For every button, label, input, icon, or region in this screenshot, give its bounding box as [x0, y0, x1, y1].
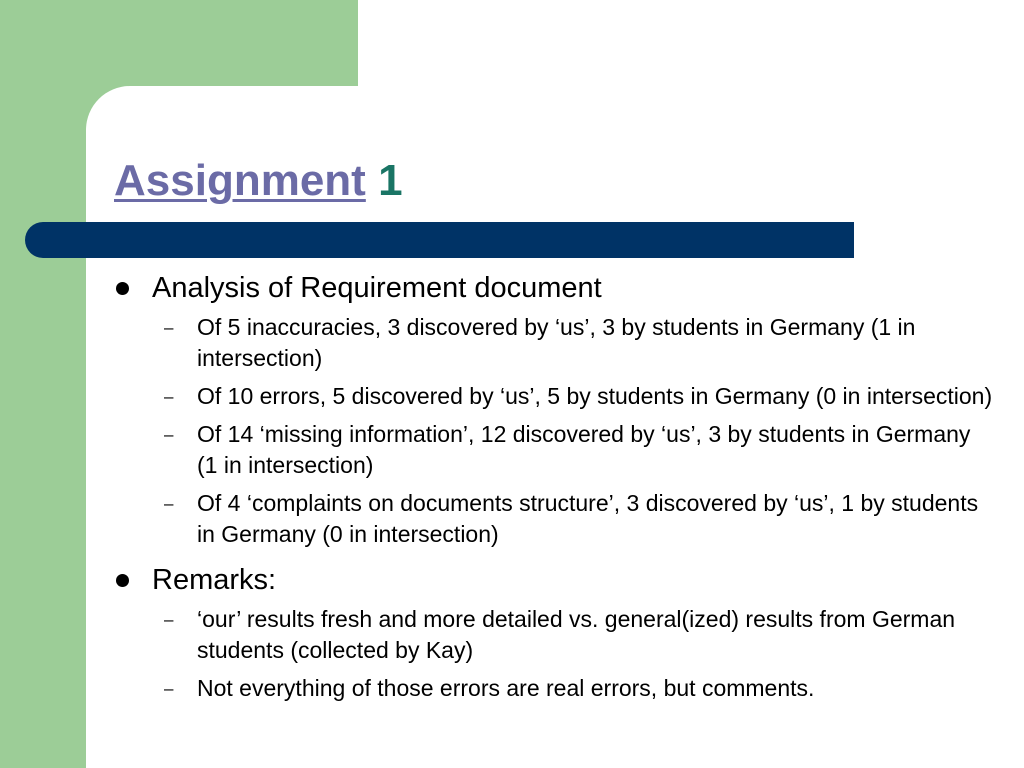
dash-icon: – [164, 610, 174, 629]
bullet-remarks [114, 560, 994, 600]
sub-item [114, 312, 994, 374]
bullet-text: Remarks: [152, 564, 277, 596]
bullet-dot-icon [116, 574, 129, 587]
bullet-dot-icon [116, 282, 129, 295]
sub-item [114, 673, 994, 704]
sub-item-text: Of 14 ‘missing information’, 12 discovered by ‘us’, 3 by students in Germany (1 in intersection) [197, 421, 971, 478]
sub-item [114, 604, 994, 666]
sub-item-text: Of 5 inaccuracies, 3 discovered by ‘us’, 3 by students in Germany (1 in intersection) [197, 314, 916, 371]
sub-item [114, 419, 994, 481]
sub-list-remarks [114, 604, 994, 704]
sub-item-text: Of 10 errors, 5 discovered by ‘us’, 5 by students in Germany (0 in intersection) [197, 383, 993, 409]
sub-list-analysis [114, 312, 994, 550]
dash-icon: – [164, 425, 174, 444]
title-underline-bar [25, 222, 854, 258]
dash-icon: – [164, 494, 174, 513]
dash-icon: – [164, 679, 174, 698]
slide-title [114, 154, 403, 208]
sub-item-text: Not everything of those errors are real errors, but comments. [197, 675, 815, 701]
sub-item [114, 381, 994, 412]
sub-item [114, 488, 994, 550]
dash-icon: – [164, 318, 174, 337]
sub-item-text: Of 4 ‘complaints on documents structure’, 3 discovered by ‘us’, 1 by students in Germany (0 in intersection) [197, 490, 979, 547]
bullet-text: Analysis of Requirement document [152, 272, 602, 304]
assignment-number: 1 [378, 156, 403, 205]
assignment-link[interactable]: Assignment [114, 156, 366, 205]
dash-icon: – [164, 387, 174, 406]
bullet-analysis [114, 268, 994, 308]
sub-item-text: ‘our’ results fresh and more detailed vs. general(ized) results from German students (collected by Kay) [197, 606, 956, 663]
bullet-list [114, 268, 994, 714]
